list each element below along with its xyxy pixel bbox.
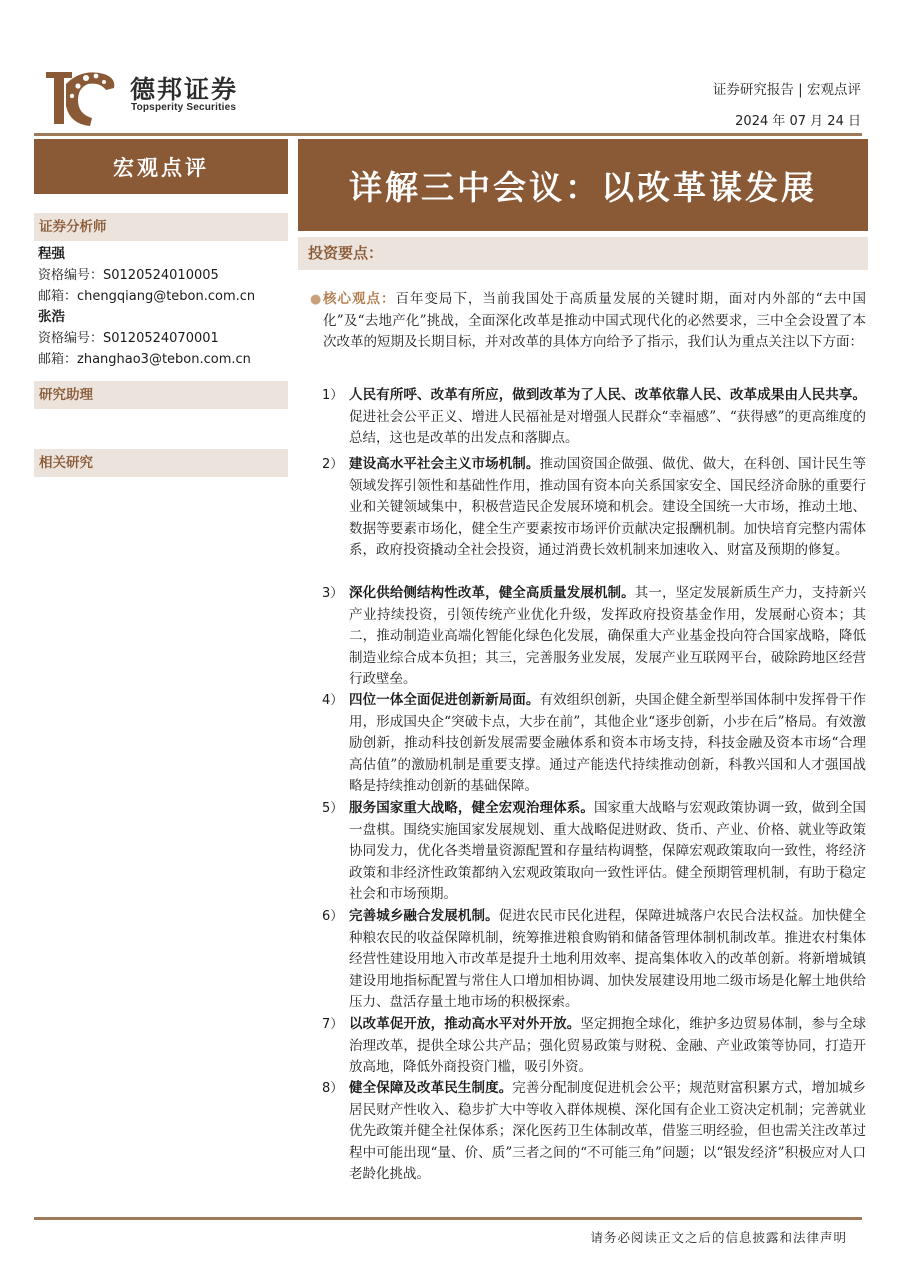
item-text: 完善分配制度促进机会公平；规范财富积累方式，增加城乡居民财产性收入、稳步扩大中等收入群体规模、深化国有企业工资决定机制；完善就业优先政策并健全社保体系；深化医药卫生体制改革，借鉴三明经验，但也需关注改革过程中可能出现“量、价、质”三者之间的“不可能三角”问题；以“银发经济”积极应对人口老龄化挑战。 [349,1080,866,1183]
item-title: 健全保障及改革民生制度。 [349,1080,513,1096]
list-item [322,454,866,562]
report-type: 证券研究报告 | 宏观点评 [712,82,861,98]
item-number: 2） [322,457,344,472]
item-text: 促进社会公平正义、增进人民福祉是对增强人民群众“幸福感”、“获得感”的更高维度的总结，这也是改革的出发点和落脚点。 [349,408,866,447]
footer-rule [34,1217,862,1220]
item-number: 1） [322,388,344,403]
item-number: 3） [322,586,344,601]
core-view-label: 核心观点： [323,291,396,307]
item-text: 坚定拥抱全球化，维护多边贸易体制，参与全球治理改革，提供全球公共产品；强化贸易政策与财税、金融、产业政策等协同，打造开放高地，降低外商投资门槛，吸引外资。 [349,1016,867,1076]
item-title: 服务国家重大战略，健全宏观治理体系。 [349,800,594,816]
assistant-heading: 研究助理 [34,381,288,409]
item-text: 其一，坚定发展新质生产力，支持新兴产业持续投资，引领传统产业优化升级，发挥政府投资基金作用，发展耐心资本；其二，推动制造业高端化智能化绿色化发展，确保重大产业基金投向符合国家战略，降低制造业综合成本负担；其三，完善服务业发展，发展产业互联网平台，破除跨地区经营行政壁垒。 [349,585,867,688]
list-item [322,690,866,798]
core-view-text: 百年变局下，当前我国处于高质量发展的关键时期，面对内外部的“去中国化”及“去地产化”挑战，全面深化改革是推动中国式现代化的必然要求，三中全会设置了本次改革的短期及长期目标，并对改革的具体方向给予了指示，我们认为重点关注以下方面： [323,291,867,350]
core-view [310,289,866,354]
list-item [322,385,866,450]
item-title: 以改革促开放，推动高水平对外开放。 [349,1016,581,1032]
related-research-heading: 相关研究 [34,449,288,477]
item-number: 5） [322,801,344,816]
analyst-heading: 证券分析师 [34,213,288,241]
item-text: 国家重大战略与宏观政策协调一致，做到全国一盘棋。围绕实施国家发展规划、重大战略促进财政、货币、产业、价格、就业等政策协同发力，优化各类增量资源配置和存量结构调整，保障宏观政策取向一致性，将经济政策和非经济性政策都纳入宏观政策取向一致性评估。健全预期管理机制，有助于稳定社会和市场预期。 [349,800,867,903]
item-text: 有效组织创新，央国企健全新型举国体制中发挥骨干作用，形成国央企“突破卡点，大步在前”，其他企业“逐步创新，小步在后”格局。有效激励创新，推动科技创新发展需要金融体系和资本市场支持，科技金融及资本市场“合理高估值”的激励机制是重要支撑。通过产能迭代持续推动创新，科教兴国和人才强国战略是持续推动创新的基础保障。 [349,692,867,795]
analyst-name: 程强 [38,246,65,262]
investment-highlights-heading: 投资要点： [298,237,868,270]
list-item [322,798,866,906]
item-title: 完善城乡融合发展机制。 [349,908,499,924]
list-item [322,906,866,1014]
bullet-icon: ● [310,292,322,307]
list-item [322,1014,866,1079]
item-text: 推动国资国企做强、做优、做大，在科创、国计民生等领域发挥引领性和基础性作用，推动国有资本向关系国家安全、国民经济命脉的重要行业和关键领域集中，积极营造民企发展环境和机会。建设全国统一大市场，推动土地、数据等要素市场化，健全生产要素按市场评价贡献决定报酬机制。加快培育完整内需体系，政府投资撬动全社会投资，通过消费长效机制来加速收入、财富及预期的修复。 [349,456,867,559]
item-number: 4） [322,693,344,708]
report-date: 2024 年 07 月 24 日 [735,114,861,129]
item-number: 8） [322,1081,344,1096]
analyst-block [38,244,255,370]
header-rule [34,133,862,136]
analyst-email[interactable]: 邮箱：zhanghao3@tebon.com.cn [38,352,251,367]
item-title: 四位一体全面促进创新新局面。 [349,692,540,708]
analyst-cert: 资格编号：S0120524010005 [38,268,219,283]
item-number: 6） [322,909,344,924]
category-banner: 宏观点评 [34,139,288,194]
list-item [322,1078,866,1186]
disclaimer-note: 请务必阅读正文之后的信息披露和法律声明 [590,1230,847,1245]
item-title: 建设高水平社会主义市场机制。 [349,456,540,472]
item-number: 7） [322,1017,344,1032]
report-title: 详解三中会议：以改革谋发展 [298,139,868,231]
brand-name-en: Topsperity Securities [131,102,237,113]
analyst-email[interactable]: 邮箱：chengqiang@tebon.com.cn [38,289,256,304]
brand-name-cn: 德邦证券 [130,75,239,104]
item-title: 人民有所呼、改革有所应，做到改革为了人民、改革依靠人民、改革成果由人民共享。 [349,387,866,403]
topsperity-logo-icon [42,66,120,128]
list-item [322,583,866,691]
analyst-cert: 资格编号：S0120524070001 [38,331,219,346]
item-text: 促进农民市民化进程，保障进城落户农民合法权益。加快健全种粮农民的收益保障机制，统筹推进粮食购销和储备管理体制机制改革。推进农村集体经营性建设用地入市改革是提升土地利用效率、提高集体收入的改革创新。将新增城镇建设用地指标配置与常住人口增加相协调、加快发展建设用地二级市场是化解土地供给压力、盘活存量土地市场的积极探索。 [349,908,867,1011]
item-title: 深化供给侧结构性改革，健全高质量发展机制。 [349,585,635,601]
analyst-name: 张浩 [38,309,65,325]
